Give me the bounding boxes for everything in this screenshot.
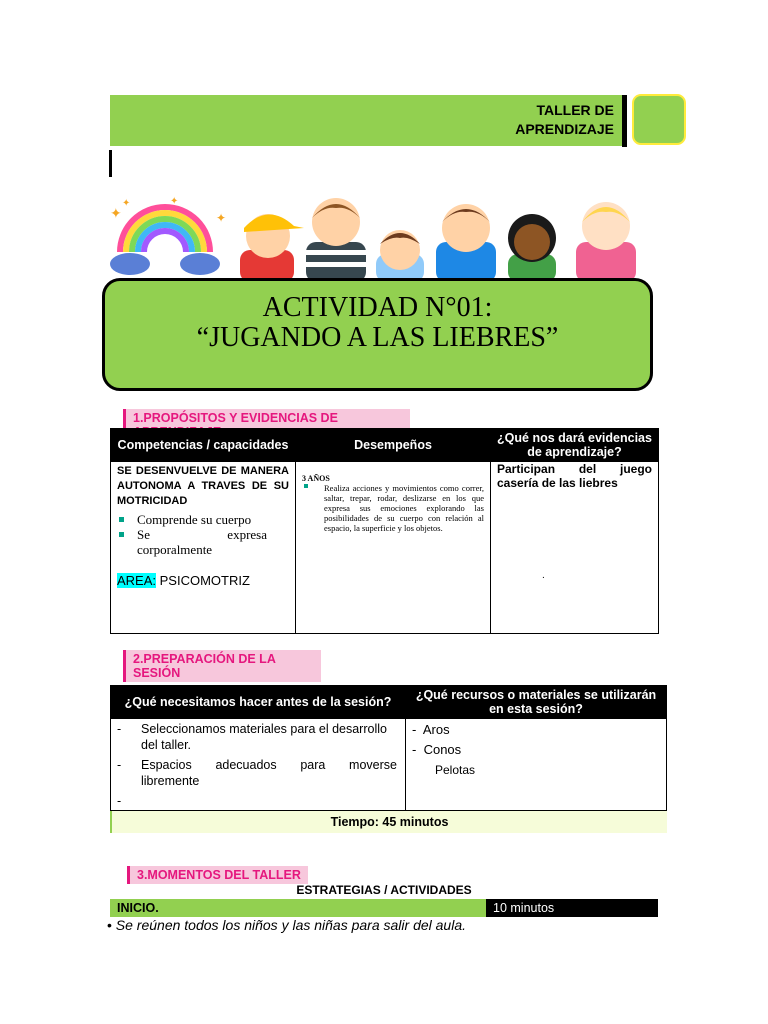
phase-inicio: INICIO. (110, 899, 486, 917)
activity-bullet-text: Se reúnen todos los niños y las niñas para salir del aula. (115, 917, 467, 933)
activity-bullet (107, 917, 466, 934)
competency-cell (111, 462, 296, 634)
kid-5-icon (508, 214, 556, 282)
performance-text: Realiza acciones y movimientos como correr, saltar, trepar, rodar, deslizarse en los que expresa sus emociones explorando las posibilidades de su cuerpo con relación al espacio, la superficie y los objetos. (324, 483, 484, 533)
materials-cell (406, 719, 667, 811)
material-item: - Conos (412, 742, 462, 757)
preparation-table (110, 685, 667, 811)
stray-dot: . (542, 570, 545, 581)
session-time: Tiempo: 45 minutos (110, 811, 667, 833)
svg-text:✦: ✦ (110, 205, 122, 221)
bullet-square-icon (304, 484, 308, 488)
svg-text:✦: ✦ (170, 196, 179, 207)
material-item: - Aros (412, 722, 450, 737)
kid-3-icon (376, 230, 424, 282)
evidence-cell (491, 462, 659, 634)
header-title-line1: TALLER DE (536, 102, 614, 118)
activity-number: ACTIVIDAD N°01: (262, 292, 493, 323)
competency-text: SE DESENVUELVE DE MANERA AUTONOMA A TRAVES DE SU MOTRICIDAD (117, 465, 289, 507)
performance-cell (296, 462, 491, 634)
table1-header-competencies: Competencias / capacidades (111, 429, 296, 462)
table2-header-before: ¿Qué necesitamos hacer antes de la sesión? (111, 686, 406, 719)
capacity-item: Se expresa corporalmente (137, 527, 267, 557)
section2-title: 2.PREPARACIÓN DE LA SESIÓN (123, 650, 321, 682)
kid-2-icon (306, 198, 366, 282)
evidence-text: Participan del juego casería de las liebres (497, 462, 652, 490)
header-title-line2: APRENDIZAJE (515, 121, 614, 137)
before-item: - Espacios adecuados para moverse libremente (117, 758, 397, 788)
before-item: - (117, 794, 122, 808)
table1-header-performance: Desempeños (296, 429, 491, 462)
phase-duration: 10 minutos (486, 899, 658, 917)
section1-title: 1.PROPÓSITOS Y EVIDENCIAS DE (123, 409, 410, 441)
before-cell (111, 719, 406, 811)
age-label: 3 AÑOS (302, 474, 330, 483)
material-item: Pelotas (435, 763, 476, 777)
kid-4-icon (436, 204, 496, 282)
activity-name: “JUGANDO A LAS LIEBRES” (196, 322, 559, 353)
svg-text:✦: ✦ (216, 211, 227, 225)
table1-header-evidence: ¿Qué nos dará evidencias de aprendizaje? (491, 429, 659, 462)
capacities-list (117, 512, 289, 557)
table2-header-materials: ¿Qué recursos o materiales se utilizarán en esta sesión? (406, 686, 667, 719)
kid-1-icon (240, 214, 304, 282)
bullet-dot-icon: • (107, 917, 112, 933)
capacity-item: Comprende su cuerpo (137, 512, 289, 527)
header-bar (110, 95, 622, 146)
performance-text-wrap (302, 483, 484, 533)
text-cursor-mark (109, 150, 112, 177)
header-title (515, 101, 614, 139)
area-value: PSICOMOTRIZ (156, 573, 250, 588)
area-line (117, 573, 289, 588)
header-divider (622, 95, 627, 147)
children-banner-illustration (108, 192, 658, 282)
activity-title-box (102, 278, 653, 391)
purposes-table (110, 428, 659, 634)
strategies-subtitle: ESTRATEGIAS / ACTIVIDADES (296, 883, 472, 897)
header-green-square (632, 94, 686, 145)
before-item: - Seleccionamos materiales para el desarrollo del taller. (117, 722, 387, 752)
rainbow-icon (110, 196, 226, 275)
section3-title: 3.MOMENTOS DEL TALLER (127, 866, 308, 884)
area-label: AREA: (117, 573, 157, 588)
svg-text:✦: ✦ (122, 198, 131, 209)
kid-6-icon (576, 202, 636, 282)
